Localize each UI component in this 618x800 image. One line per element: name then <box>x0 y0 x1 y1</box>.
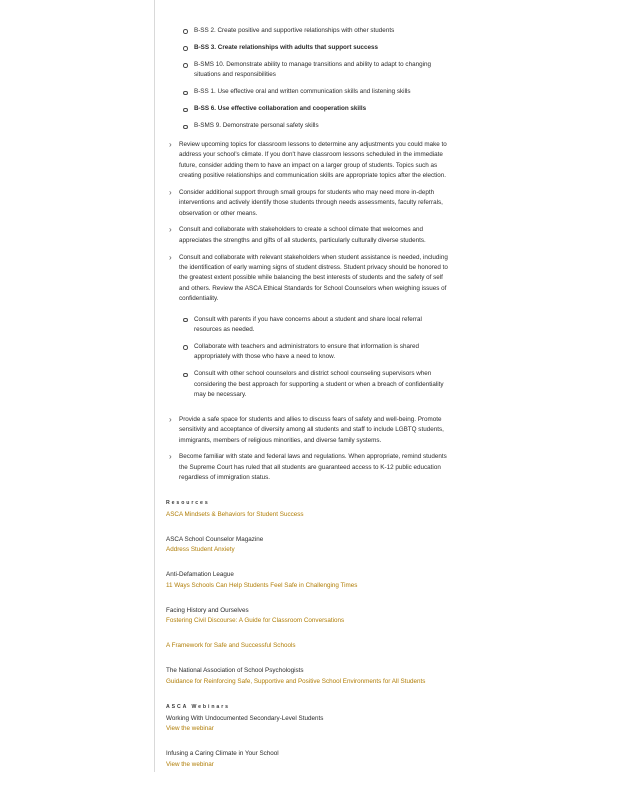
standard-code: B-SS 3. <box>194 44 217 51</box>
standard-code: B-SMS 10. <box>194 61 225 68</box>
standard-code: B-SMS 9. <box>194 122 221 130</box>
recommendation-text: Become familiar with state and federal laws and regulations. When appropriate, remind students the Supreme Court has ruled that all students are guaranteed access to K-12 public education regardless of immigration status. <box>179 453 447 482</box>
webinar-link[interactable]: View the webinar <box>166 760 214 768</box>
standard-text: Demonstrate ability to manage transitions and ability to adapt to changing situations and responsibilities <box>194 61 431 79</box>
webinar-link[interactable]: View the webinar <box>166 725 214 733</box>
standard-code: B-SS 1. <box>194 88 216 96</box>
consultation-text: Consult with parents if you have concerns about a student and share local referral resources as needed. <box>194 315 422 334</box>
webinars-heading: ASCA Webinars <box>166 703 230 710</box>
recommendation-text: Provide a safe space for students and allies to discuss fears of safety and well-being. Promote sensitivity and acceptance of diversity among all students and staff to include LGBTQ students, immigrants, members of religious minorities, and diverse family systems. <box>179 415 444 444</box>
resource-item <box>166 641 451 651</box>
recommendation-text: Consider additional support through small groups for students who may need more in-depth interventions and actively identify those students through needs assessments, faculty referrals, observation or other means. <box>179 188 443 217</box>
list-item <box>166 104 451 114</box>
recommendations-list <box>166 140 451 484</box>
resource-item <box>166 510 451 520</box>
recommendation-text: Review upcoming topics for classroom lessons to determine any adjustments you could make to address your school's climate. If you don't have classroom lessons scheduled in the immediate future, consider adding them to have an impact on a larger group of students. Topics such as creating positive relationships and communication skills are appropriate topics after the election. <box>179 140 447 180</box>
article-content <box>166 26 451 785</box>
list-item <box>166 452 451 483</box>
webinar-item <box>166 714 451 735</box>
resource-item <box>166 606 451 627</box>
resource-item <box>166 535 451 556</box>
resources-heading: Resources <box>166 499 210 506</box>
resource-link[interactable]: A Framework for Safe and Successful Schools <box>166 642 296 650</box>
resource-source: Anti-Defamation League <box>166 571 234 579</box>
list-item <box>166 415 451 446</box>
list-item <box>166 315 451 336</box>
resource-link[interactable]: 11 Ways Schools Can Help Students Feel Safe in Challenging Times <box>166 581 358 589</box>
list-item <box>166 87 451 97</box>
standard-text: Use effective collaboration and cooperation skills <box>216 105 367 113</box>
list-item <box>166 43 451 53</box>
list-item <box>166 140 451 182</box>
list-item <box>166 342 451 363</box>
resource-link[interactable]: Fostering Civil Discourse: A Guide for Classroom Conversations <box>166 617 345 625</box>
resource-source: ASCA School Counselor Magazine <box>166 535 264 543</box>
resource-source: Facing History and Ourselves <box>166 606 249 614</box>
resource-item <box>166 666 451 687</box>
webinar-item <box>166 749 451 770</box>
mindsets-behaviors-list <box>166 26 451 132</box>
standard-text: Create positive and supportive relationships with other students <box>215 27 395 34</box>
recommendation-text: Consult and collaborate with stakeholders to create a school climate that welcomes and appreciates the strengths and gifts of all students, particularly culturally diverse students. <box>179 226 426 244</box>
recommendation-text: Consult and collaborate with relevant stakeholders when student assistance is needed, including the identification of early warning signs of student distress. Student privacy should be honored to the greatest extent possible while balancing the best interests of students and the safety of self and others. Review the ASCA Ethical Standards for School Counselors when weighing issues of confidentiality. <box>179 253 448 303</box>
consultation-text: Collaborate with teachers and administrators to ensure that information is shared appropriately with those who have a need to know. <box>194 343 420 361</box>
resource-link[interactable]: ASCA Mindsets & Behaviors for Student Success <box>166 510 304 518</box>
list-item <box>166 253 451 401</box>
resource-item <box>166 570 451 591</box>
standard-text: Create relationships with adults that support success <box>216 44 379 51</box>
webinar-title: Infusing a Caring Climate in Your School <box>166 750 279 758</box>
resource-source: The National Association of School Psychologists <box>166 667 304 675</box>
consultation-sublist <box>166 315 451 401</box>
consultation-text: Consult with other school counselors and district school counseling supervisors when considering the best approach for supporting a student or when a breach of confidentiality may be necessary. <box>194 370 444 399</box>
webinar-title: Working With Undocumented Secondary-Level Students <box>166 714 324 722</box>
resource-link[interactable]: Address Student Anxiety <box>166 546 235 554</box>
standard-text: Use effective oral and written communication skills and listening skills <box>215 88 411 96</box>
list-item <box>166 26 451 36</box>
resource-link[interactable]: Guidance for Reinforcing Safe, Supportive and Positive School Environments for All Students <box>166 677 426 685</box>
standard-code: B-SS 2. <box>194 27 216 34</box>
list-item <box>166 188 451 219</box>
list-item <box>166 225 451 246</box>
standard-code: B-SS 6. <box>194 105 217 113</box>
list-item <box>166 60 451 81</box>
list-item <box>166 121 451 131</box>
left-divider-line <box>154 0 155 772</box>
list-item <box>166 369 451 400</box>
standard-text: Demonstrate personal safety skills <box>220 122 319 130</box>
